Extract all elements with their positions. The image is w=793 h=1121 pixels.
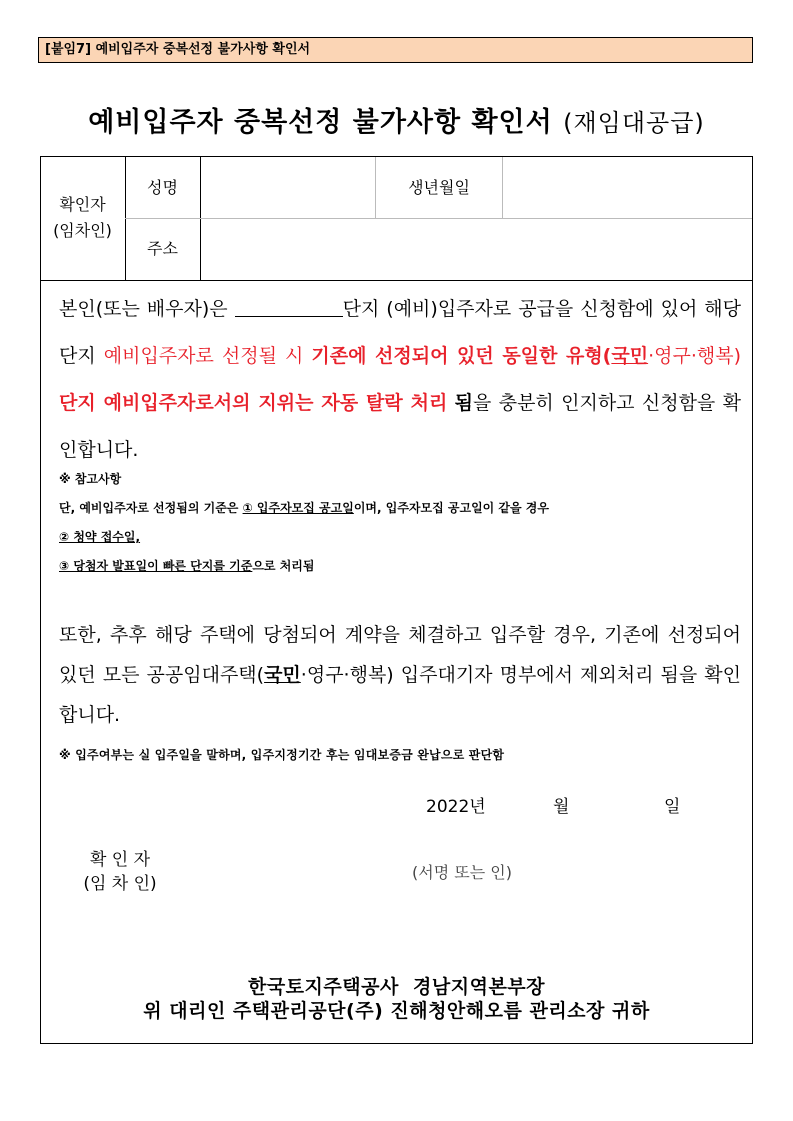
move-in-note: ※ 입주여부는 실 입주일을 말하며, 입주지정기간 후는 임대보증금 완납으로 판단함 (59, 748, 505, 762)
title-sub: (재임대공급) (563, 109, 705, 137)
statement-text: 또한, 추후 해당 주택에 당첨되어 계약을 체결하고 입주할 경우, 기존에 선정되어 있던 모든 공공임대주택( (59, 624, 741, 686)
confirmer-role: (임차인) (53, 221, 112, 240)
date-day[interactable]: 일 (664, 797, 681, 817)
attachment-label: [붙임7] 예비입주자 중복선정 불가사항 확인서 (38, 37, 753, 63)
signature-field[interactable]: (서명 또는 인) (412, 863, 512, 882)
note-line: ② 청약 접수일, (59, 530, 141, 544)
birth-label: 생년월일 (408, 178, 470, 197)
complex-blank[interactable] (235, 298, 343, 317)
statement-highlight: 기존에 선정되어 있던 동일한 유형( (311, 345, 612, 367)
address-field[interactable] (201, 236, 752, 262)
statement-paragraph (59, 286, 741, 474)
move-in-paragraph (59, 615, 741, 735)
note-line (59, 559, 314, 573)
address-label: 주소 (147, 239, 178, 258)
statement-text: ·영구·행복) 입주대기자 명부에서 제외처리 됨을 확인합니다. (59, 664, 741, 726)
title-main: 예비입주자 중복선정 불가사항 확인서 (88, 107, 553, 138)
signer-label-2: (임 차 인) (83, 874, 157, 894)
note-heading: ※ 참고사항 (59, 472, 122, 486)
date-month[interactable]: 월 (553, 797, 570, 817)
statement-text: 단지 (예비)입주자로 공급을 신청함에 있어 해당 단지 (59, 298, 742, 367)
statement-text: 본인(또는 배우자)은 (59, 298, 228, 320)
signer-label-1: 확 인 자 (89, 850, 151, 870)
addressee-line-2: 위 대리인 주택관리공단(주) 진해청안해오름 관리소장 귀하 (143, 1000, 650, 1022)
statement-bold: 국민 (264, 664, 301, 686)
name-field[interactable] (201, 175, 375, 201)
table-divider (125, 218, 752, 219)
name-label: 성명 (147, 178, 178, 197)
date-year: 2022년 (426, 797, 486, 817)
birth-field[interactable] (503, 175, 752, 201)
statement-text: 을 충분히 인지하고 신청함을 확인합니다. (59, 392, 741, 461)
statement-bold: 됨 (454, 392, 474, 414)
note-text: 단, 예비입주자로 선정됨의 기준은 (59, 501, 243, 515)
statement-highlight: 국민 (611, 345, 649, 367)
statement-highlight: 예비입주자로 선정될 시 (103, 345, 304, 367)
note-text: ③ 당첨자 발표일이 빠른 단지를 기준 (59, 559, 253, 573)
note-text: 이며, 입주자모집 공고일이 같을 경우 (353, 501, 549, 515)
confirmer-label (40, 192, 125, 244)
statement-highlight: ·영구·행복) (648, 345, 742, 367)
table-divider (40, 280, 753, 281)
note-text: ① 입주자모집 공고일 (242, 501, 354, 515)
note-line (59, 501, 549, 515)
note-text: 으로 처리됨 (252, 559, 315, 573)
confirmer-text: 확인자 (59, 195, 106, 214)
addressee-line-1: 한국토지주택공사 경남지역본부장 (247, 976, 546, 998)
page-title (0, 100, 793, 139)
signer-label (40, 848, 200, 896)
statement-highlight: 단지 예비입주자로서의 지위는 자동 탈락 처리 (59, 392, 448, 414)
